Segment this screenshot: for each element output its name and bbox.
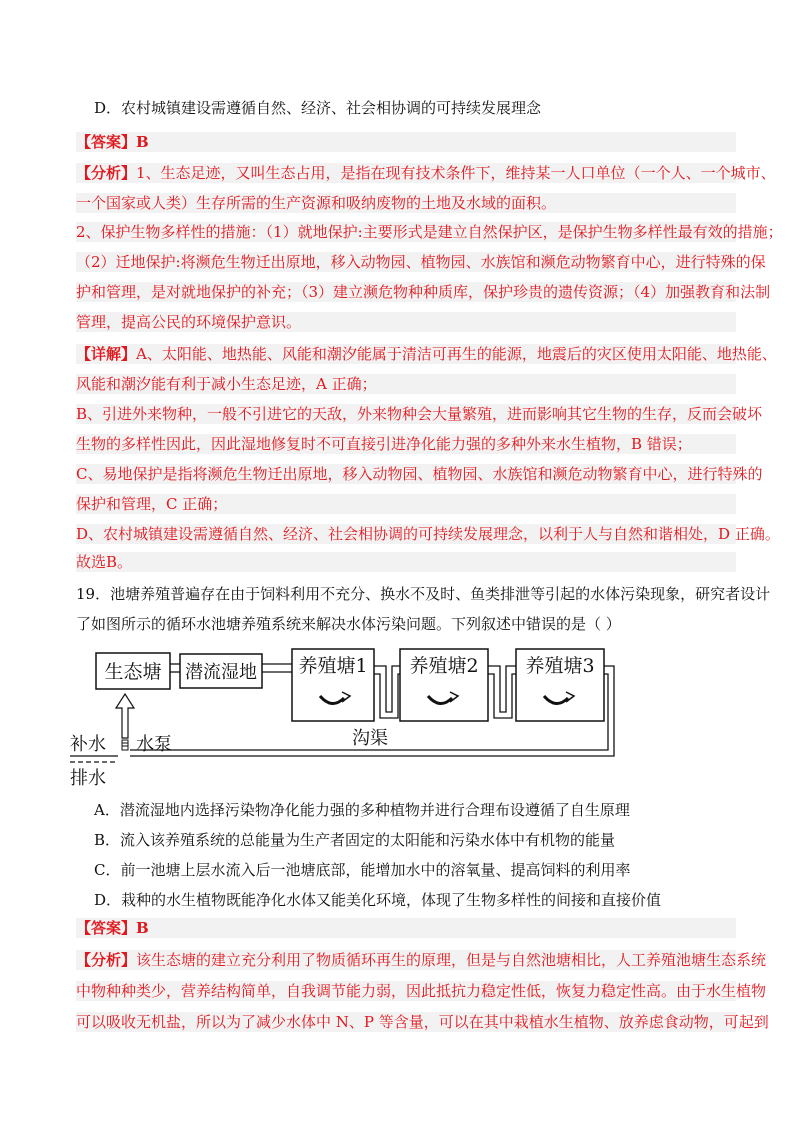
flow-arrow-icon: [428, 696, 452, 704]
q19-stem-line: 了如图所示的循环水池塘养殖系统来解决水体污染问题。下列叙述中错误的是（ ）: [76, 615, 621, 633]
q19-analysis-line: [76, 950, 767, 970]
q18-detail-line: 生物的多样性因此，因此湿地修复时不可直接引进净化能力强的多种外来水生植物，B 错误；: [76, 434, 736, 454]
q18-answer: [76, 132, 736, 152]
aquaculture-system-diagram: [70, 646, 630, 792]
q19-option-b: B．流入该养殖系统的总能量为生产者固定的太阳能和污染水体中有机物的能量: [94, 831, 616, 849]
answer-tag: 【答案】: [76, 133, 137, 151]
answer-value: B: [136, 919, 149, 937]
q18-detail-line: B、引进外来物种，一般不引进它的天敌，外来物种会大量繁殖，进而影响其它生物的生存，反而会破坏: [76, 405, 763, 423]
pond-1-label: 养殖塘1: [298, 655, 368, 677]
analysis-text: 该生态塘的建立充分利用了物质循环再生的原理，但是与自然池塘相比，人工养殖池塘生态系统: [136, 951, 767, 969]
pump-icon: [122, 740, 128, 750]
q18-detail-line: C、易地保护是指将濒危生物迁出原地，移入动物园、植物园、水族馆和濒危动物繁育中心，进行特殊的: [76, 465, 763, 483]
q19-analysis-line: 中物种种类少，营养结构简单，自我调节能力弱，因此抵抗力稳定性低，恢复力稳定性高。由于水生植物: [76, 982, 767, 1000]
drain-label: 排水: [70, 768, 106, 789]
q18-detail-line: [76, 344, 777, 364]
detail-tag: 【详解】: [76, 345, 137, 363]
q18-analysis-line: （2）迁地保护:将濒危生物迁出原地，移入动物园、植物园、水族馆和濒危动物繁育中心，进行特殊的保: [76, 253, 766, 271]
analysis-text: 1、生态足迹，又叫生态占用，是指在现有技术条件下，维持某一人口单位（一个人、一个城市、: [136, 164, 776, 182]
wetland-label: 潜流湿地: [185, 662, 257, 683]
pond-2-label: 养殖塘2: [409, 655, 479, 677]
analysis-tag: 【分析】: [76, 951, 137, 969]
up-arrow-icon: [116, 694, 134, 738]
q19-option-c: C．前一池塘上层水流入后一池塘底部，能增加水中的溶氧量、提高饲料的利用率: [94, 861, 631, 879]
channel-label: 沟渠: [352, 728, 388, 749]
flow-arrow-icon: [320, 696, 344, 704]
eco-pond-label: 生态塘: [104, 661, 162, 683]
q19-analysis-line: 可以吸收无机盐，所以为了减少水体中 N、P 等含量，可以在其中栽植水生植物、放养虑食动物，可起到: [76, 1013, 769, 1031]
q19-stem-line: 19．池塘养殖普遍存在由于饲料利用不充分、换水不及时、鱼类排泄等引起的水体污染现象，研究者设计: [76, 585, 771, 603]
q18-detail-line: 保护和管理，C 正确；: [76, 494, 736, 514]
q18-detail-line: D、农村城镇建设需遵循自然、经济、社会相协调的可持续发展理念，以利于人与自然和谐相处，D 正确。: [76, 525, 780, 543]
q18-analysis-line: 管理，提高公民的环境保护意识。: [76, 312, 736, 332]
q18-detail-line: 风能和潮汐能有利于减小生态足迹，A 正确；: [76, 374, 736, 394]
pond-3-label: 养殖塘3: [525, 655, 595, 677]
refill-label: 补水: [70, 734, 106, 755]
q19-option-a: A．潜流湿地内选择污染物净化能力强的多种植物并进行合理布设遵循了自生原理: [94, 801, 630, 819]
q18-analysis-line: 一个国家或人类）生存所需的生产资源和吸纳废物的土地及水域的面积。: [76, 193, 736, 213]
analysis-tag: 【分析】: [76, 164, 137, 182]
q19-answer: [76, 918, 736, 938]
q18-analysis-line: 2、保护生物多样性的措施：（1）就地保护:主要形式是建立自然保护区，是保护生物多样性最有效的措施；: [76, 223, 783, 241]
pump-label: 水泵: [136, 734, 172, 755]
q18-analysis-line: 护和管理，是对就地保护的补充；（3）建立濒危物种种质库，保护珍贵的遗传资源；（4）加强教育和法制: [76, 283, 771, 301]
q18-option-d: D．农村城镇建设需遵循自然、经济、社会相协调的可持续发展理念: [94, 99, 542, 117]
q18-analysis-line: [76, 163, 776, 183]
detail-text: A、太阳能、地热能、风能和潮汐能属于清洁可再生的能源，地震后的灾区使用太阳能、地热能、: [136, 345, 777, 363]
answer-value: B: [136, 133, 149, 151]
flow-arrow-icon: [544, 696, 568, 704]
q19-option-d: D．栽种的水生植物既能净化水体又能美化环境，体现了生物多样性的间接和直接价值: [94, 891, 662, 909]
answer-tag: 【答案】: [76, 919, 137, 937]
q18-detail-line: 故选B。: [76, 552, 736, 572]
